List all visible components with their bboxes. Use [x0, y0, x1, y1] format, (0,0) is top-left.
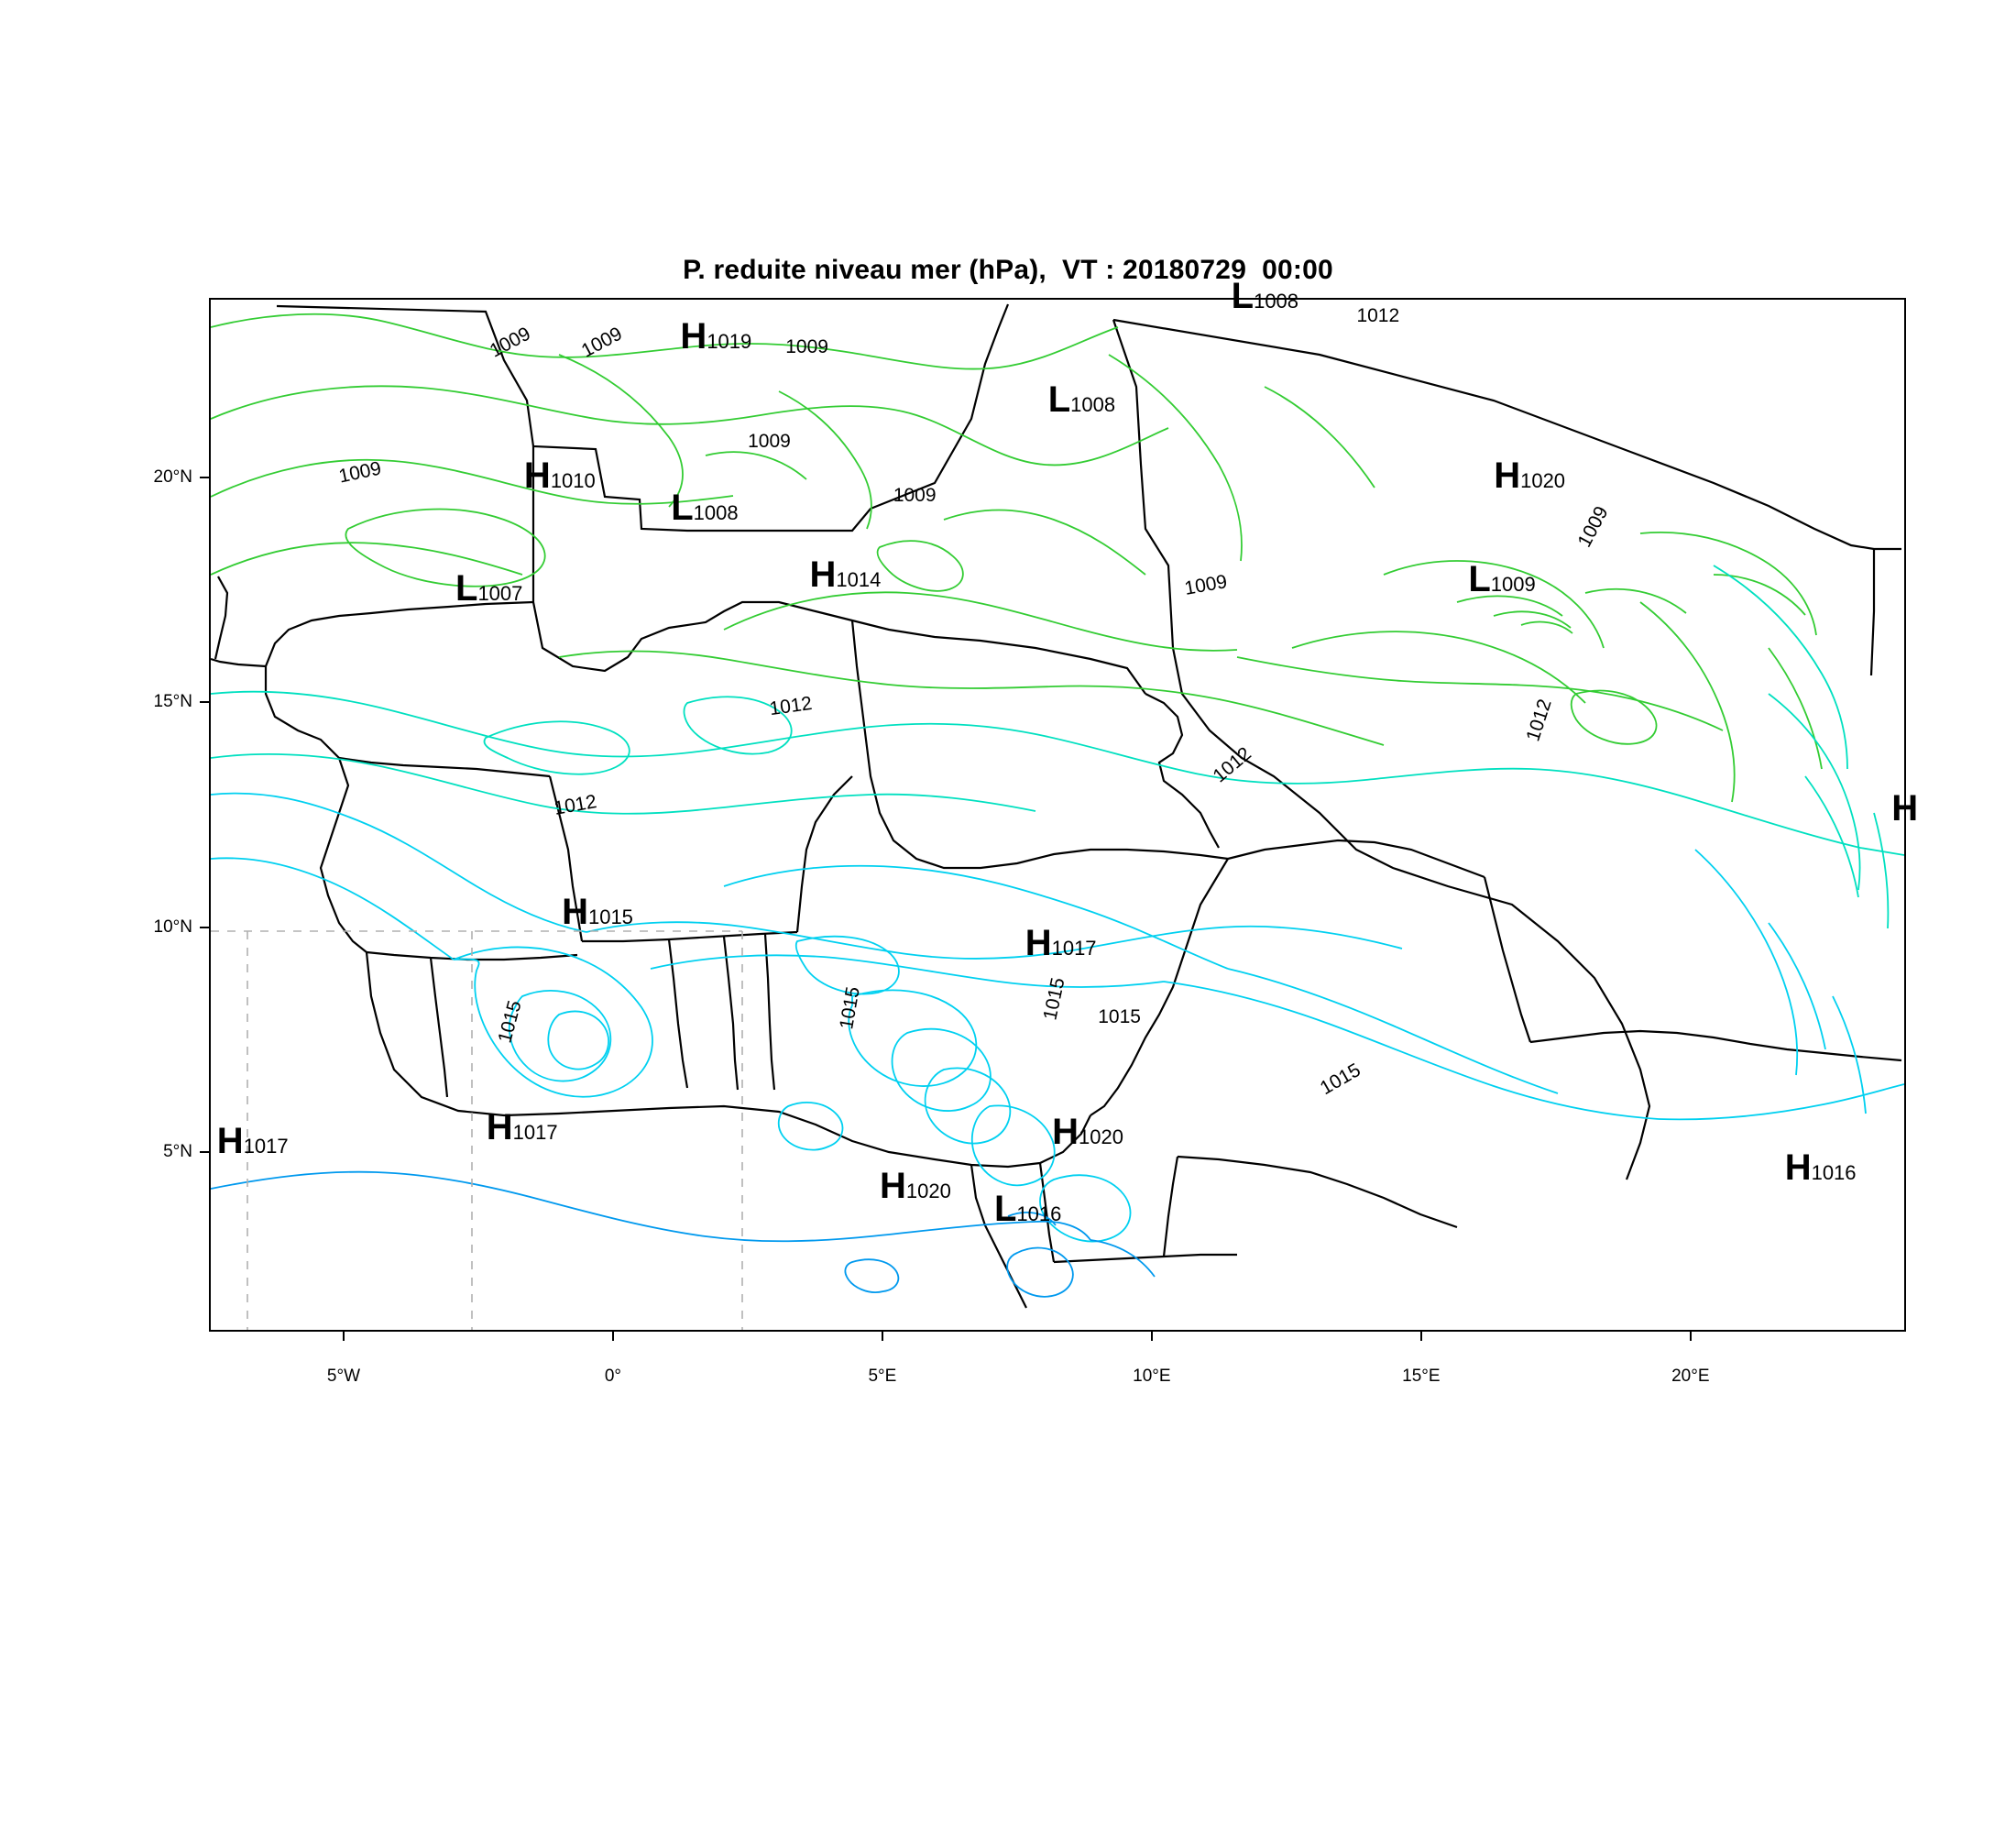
y-tick-label: 10°N — [153, 916, 192, 937]
pressure-system-value: 1015 — [587, 905, 633, 928]
pressure-system-value: 1008 — [1254, 290, 1299, 313]
low-pressure-marker — [993, 1188, 1062, 1229]
contour-value-label: 1012 — [768, 693, 814, 720]
high-pressure-marker — [216, 1121, 289, 1162]
pressure-system-letter: H — [523, 456, 551, 497]
contour-value-label: 1015 — [1098, 1005, 1141, 1027]
pressure-system-letter: H — [562, 891, 588, 932]
pressure-system-letter: H — [1784, 1147, 1812, 1189]
pressure-system-letter: H — [486, 1107, 513, 1148]
pressure-system-value: 1020 — [905, 1180, 951, 1203]
pressure-system-letter: H — [879, 1166, 906, 1207]
pressure-system-value: 1008 — [693, 500, 739, 524]
pressure-system-value: 1019 — [707, 330, 752, 354]
y-tick-mark — [200, 1151, 209, 1153]
pressure-system-letter: L — [671, 487, 694, 528]
pressure-system-letter: H — [809, 554, 837, 596]
y-tick-mark — [200, 927, 209, 928]
high-pressure-marker — [487, 1109, 558, 1146]
pressure-system-letter: H — [1891, 788, 1919, 829]
low-pressure-marker — [455, 567, 523, 609]
x-tick-mark — [1690, 1332, 1692, 1341]
pressure-system-letter: L — [1231, 276, 1255, 316]
pressure-system-value: 1014 — [836, 568, 882, 592]
high-pressure-marker — [562, 891, 633, 932]
pressure-system-letter: L — [1468, 558, 1491, 599]
x-tick-mark — [343, 1332, 345, 1341]
x-tick-label: 5°W — [326, 1367, 361, 1386]
x-tick-mark — [1420, 1332, 1422, 1341]
pressure-system-letter: H — [1024, 923, 1052, 964]
contour-value-label: 1009 — [748, 430, 791, 452]
pressure-system-letter: H — [1494, 456, 1521, 497]
contours-green — [211, 314, 1822, 802]
pressure-system-value: 1020 — [1078, 1125, 1123, 1149]
pressure-system-letter: H — [216, 1121, 244, 1162]
high-pressure-marker — [1052, 1112, 1123, 1153]
graticule — [211, 931, 742, 1330]
high-pressure-marker — [1024, 923, 1097, 964]
y-tick-label: 5°N — [163, 1141, 192, 1161]
contour-value-label: 1009 — [785, 335, 828, 357]
contour-value-label: 1012 — [552, 791, 598, 820]
contour-value-label: 1015 — [1039, 975, 1069, 1023]
pressure-system-letter: L — [1047, 379, 1071, 420]
high-pressure-marker — [879, 1166, 951, 1207]
map-contour-svg — [211, 300, 1904, 1330]
x-tick-mark — [612, 1332, 614, 1341]
contour-value-label: 1015 — [1316, 1059, 1364, 1100]
contour-value-label: 1009 — [893, 484, 937, 506]
pressure-system-letter: L — [455, 567, 478, 609]
high-pressure-marker — [1891, 790, 1918, 827]
pressure-system-value: 1016 — [1016, 1202, 1062, 1225]
y-tick-mark — [200, 477, 209, 478]
pressure-system-value: 1017 — [512, 1121, 558, 1145]
contour-value-label: 1012 — [1522, 697, 1556, 744]
pressure-system-value: 1007 — [477, 581, 523, 605]
x-tick-label: 15°E — [1402, 1367, 1441, 1386]
pressure-system-letter: H — [680, 316, 707, 357]
pressure-system-value: 1009 — [1490, 572, 1536, 596]
country-borders — [211, 304, 1901, 1308]
page-title: P. reduite niveau mer (hPa), VT : 20180729 00:00 — [683, 255, 1333, 285]
contour-value-label: 1009 — [577, 323, 626, 362]
contour-value-label: 1009 — [1573, 502, 1613, 551]
pressure-system-value: 1010 — [550, 469, 596, 493]
contour-value-label: 1015 — [494, 997, 526, 1046]
map-plot-area — [209, 298, 1906, 1332]
low-pressure-marker — [1232, 278, 1298, 314]
y-tick-label: 15°N — [153, 692, 192, 712]
x-tick-mark — [1151, 1332, 1153, 1341]
x-tick-mark — [882, 1332, 883, 1341]
pressure-system-value: 1008 — [1070, 392, 1116, 416]
contour-value-label: 1009 — [1182, 571, 1229, 599]
low-pressure-marker — [1468, 558, 1536, 599]
pressure-system-letter: H — [1052, 1112, 1079, 1153]
contour-value-label: 1012 — [1209, 742, 1256, 787]
x-tick-label: 20°E — [1671, 1367, 1710, 1386]
high-pressure-marker — [523, 456, 596, 497]
low-pressure-marker — [671, 489, 738, 526]
x-tick-label: 0° — [604, 1367, 622, 1386]
y-tick-mark — [200, 701, 209, 703]
x-tick-label: 5°E — [868, 1367, 897, 1386]
pressure-system-value: 1016 — [1811, 1161, 1857, 1185]
y-tick-label: 20°N — [153, 467, 192, 488]
high-pressure-marker — [680, 318, 751, 355]
pressure-system-value: 1017 — [1051, 937, 1097, 960]
high-pressure-marker — [1494, 456, 1566, 497]
low-pressure-marker — [1048, 381, 1115, 418]
x-tick-label: 10°E — [1133, 1367, 1171, 1386]
contour-value-label: 1012 — [1356, 304, 1400, 326]
contours-teal — [211, 565, 1904, 928]
contour-value-label: 1009 — [486, 323, 535, 362]
contour-value-label: 1015 — [835, 984, 864, 1031]
high-pressure-marker — [1784, 1147, 1857, 1189]
high-pressure-marker — [809, 554, 882, 596]
pressure-system-value: 1020 — [1520, 469, 1566, 493]
pressure-system-value: 1017 — [243, 1135, 289, 1158]
pressure-system-letter: L — [993, 1188, 1017, 1229]
contour-value-label: 1009 — [336, 457, 383, 488]
